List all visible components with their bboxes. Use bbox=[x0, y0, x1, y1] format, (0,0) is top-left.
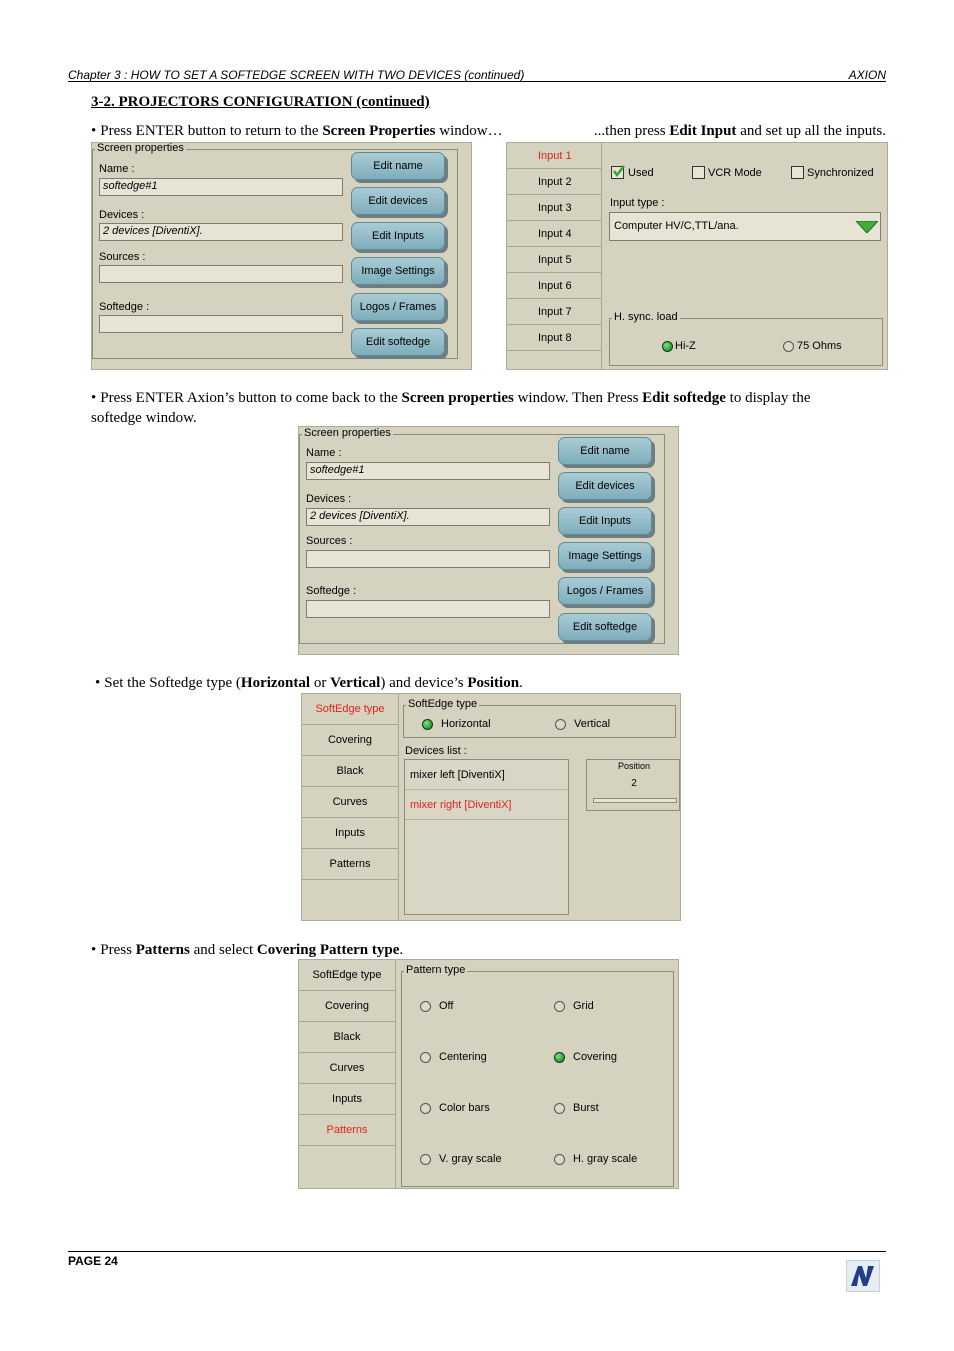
hiz-label: Hi-Z bbox=[675, 340, 696, 352]
list-item[interactable]: mixer left [DiventiX] bbox=[405, 760, 568, 790]
text: Press ENTER button to return to the bbox=[100, 123, 323, 139]
text-bold: Patterns bbox=[135, 942, 190, 958]
paragraph-3 bbox=[95, 673, 523, 693]
edit-name-button[interactable]: Edit name bbox=[351, 152, 445, 180]
synchronized-checkbox[interactable] bbox=[791, 166, 804, 179]
group-legend: Screen properties bbox=[97, 142, 184, 154]
h-gray-scale-label: H. gray scale bbox=[573, 1153, 638, 1165]
logo-icon bbox=[847, 1261, 879, 1291]
page-number: PAGE 24 bbox=[68, 1254, 118, 1268]
synchronized-label: Synchronized bbox=[807, 167, 874, 179]
tab-input-3[interactable]: Input 3 bbox=[507, 195, 601, 221]
text-bold: Covering Pattern type bbox=[256, 942, 400, 958]
text-bold: Vertical bbox=[330, 675, 381, 691]
centering-label: Centering bbox=[439, 1051, 487, 1063]
sources-label: Sources : bbox=[99, 251, 146, 263]
hiz-radio[interactable] bbox=[662, 341, 673, 352]
group-legend: H. sync. load bbox=[614, 311, 678, 323]
logos-frames-button[interactable]: Logos / Frames bbox=[558, 577, 652, 605]
tab-covering[interactable]: Covering bbox=[302, 725, 398, 756]
logos-frames-button[interactable]: Logos / Frames bbox=[351, 293, 445, 321]
name-label: Name : bbox=[99, 163, 135, 175]
check-icon bbox=[612, 165, 625, 178]
tab-input-4[interactable]: Input 4 bbox=[507, 221, 601, 247]
text: window… bbox=[435, 123, 503, 139]
list-item-selected[interactable]: mixer right [DiventiX] bbox=[405, 790, 568, 820]
tab-softedge-type[interactable]: SoftEdge type bbox=[302, 694, 398, 725]
tab-input-6[interactable]: Input 6 bbox=[507, 273, 601, 299]
paragraph-4 bbox=[91, 940, 403, 960]
color-bars-label: Color bars bbox=[439, 1102, 490, 1114]
inputs-panel bbox=[506, 142, 888, 370]
divider bbox=[398, 694, 399, 920]
input-type-label: Input type : bbox=[610, 197, 665, 209]
header-rule bbox=[68, 81, 886, 82]
edit-devices-button[interactable]: Edit devices bbox=[351, 187, 445, 215]
input-type-value: Computer HV/C,TTL/ana. bbox=[614, 220, 739, 232]
covering-radio[interactable] bbox=[554, 1052, 565, 1063]
edit-softedge-button[interactable]: Edit softedge bbox=[558, 613, 652, 641]
devices-label: Devices : bbox=[99, 209, 145, 221]
softedge-field[interactable] bbox=[99, 315, 343, 333]
devices-list-label: Devices list : bbox=[405, 745, 467, 757]
bullet: • bbox=[95, 675, 101, 691]
name-field[interactable]: softedge#1 bbox=[99, 178, 343, 196]
covering-label: Covering bbox=[573, 1051, 618, 1063]
input-type-dropdown[interactable] bbox=[609, 212, 881, 241]
paragraph-2-continued: softedge window. bbox=[91, 410, 197, 426]
position-box bbox=[586, 759, 680, 811]
tab-covering[interactable]: Covering bbox=[299, 991, 395, 1022]
tab-input-7[interactable]: Input 7 bbox=[507, 299, 601, 325]
text: to display the bbox=[725, 390, 811, 406]
vcr-mode-label: VCR Mode bbox=[708, 167, 762, 179]
bullet: • bbox=[91, 390, 97, 406]
75-ohms-radio[interactable] bbox=[783, 341, 794, 352]
company-logo bbox=[846, 1260, 880, 1292]
position-label: Position bbox=[617, 761, 651, 771]
tab-black[interactable]: Black bbox=[302, 756, 398, 787]
tab-input-8[interactable]: Input 8 bbox=[507, 325, 601, 351]
sources-label: Sources : bbox=[306, 535, 353, 547]
name-label: Name : bbox=[306, 447, 342, 459]
sources-field[interactable] bbox=[99, 265, 343, 283]
bullet: • bbox=[91, 942, 97, 958]
divider bbox=[395, 960, 396, 1188]
text-bold: Position bbox=[467, 675, 520, 691]
text-bold: Edit softedge bbox=[642, 390, 726, 406]
off-label: Off bbox=[439, 1000, 454, 1012]
v-gray-scale-radio[interactable] bbox=[420, 1154, 431, 1165]
divider bbox=[601, 143, 602, 369]
text-bold: Edit Input bbox=[669, 123, 737, 139]
devices-list[interactable] bbox=[404, 759, 569, 915]
image-settings-button[interactable]: Image Settings bbox=[558, 542, 652, 570]
text: or bbox=[310, 675, 331, 691]
devices-label: Devices : bbox=[306, 493, 352, 505]
group-legend: SoftEdge type bbox=[408, 698, 478, 710]
horizontal-radio[interactable] bbox=[422, 719, 433, 730]
horizontal-label: Horizontal bbox=[441, 718, 491, 730]
tab-softedge-type[interactable]: SoftEdge type bbox=[299, 960, 395, 991]
v-gray-scale-label: V. gray scale bbox=[439, 1153, 502, 1165]
75-ohms-label: 75 Ohms bbox=[797, 340, 842, 352]
tab-input-2[interactable]: Input 2 bbox=[507, 169, 601, 195]
footer-rule bbox=[68, 1251, 886, 1252]
section-title: 3-2. PROJECTORS CONFIGURATION (continued) bbox=[91, 94, 430, 110]
devices-field[interactable]: 2 devices [DiventiX]. bbox=[99, 223, 343, 241]
text: Press ENTER Axion’s button to come back to the bbox=[100, 390, 402, 406]
softedge-label: Softedge : bbox=[99, 301, 150, 313]
devices-field[interactable]: 2 devices [DiventiX]. bbox=[306, 508, 550, 526]
edit-softedge-button[interactable]: Edit softedge bbox=[351, 328, 445, 356]
text: and select bbox=[189, 942, 257, 958]
paragraph-1-right bbox=[594, 121, 886, 141]
chapter-header: Chapter 3 : HOW TO SET A SOFTEDGE SCREEN WITH TWO DEVICES (continued) bbox=[68, 68, 525, 82]
edit-devices-button[interactable]: Edit devices bbox=[558, 472, 652, 500]
group-legend: Screen properties bbox=[304, 427, 391, 439]
text: ) and device’s bbox=[380, 675, 468, 691]
chevron-down-icon bbox=[856, 221, 878, 233]
tab-curves[interactable]: Curves bbox=[302, 787, 398, 818]
sources-field[interactable] bbox=[306, 550, 550, 568]
used-label: Used bbox=[628, 167, 654, 179]
position-value: 2 bbox=[631, 778, 637, 789]
brand-header: AXION bbox=[848, 68, 886, 82]
tab-inputs[interactable]: Inputs bbox=[299, 1084, 395, 1115]
color-bars-radio[interactable] bbox=[420, 1103, 431, 1114]
softedge-panel bbox=[301, 693, 681, 921]
text: Set the Softedge type ( bbox=[104, 675, 241, 691]
tab-patterns[interactable]: Patterns bbox=[302, 849, 398, 880]
grid-label: Grid bbox=[573, 1000, 594, 1012]
off-radio[interactable] bbox=[420, 1001, 431, 1012]
centering-radio[interactable] bbox=[420, 1052, 431, 1063]
burst-label: Burst bbox=[573, 1102, 599, 1114]
pattern-panel bbox=[298, 959, 679, 1189]
image-settings-button[interactable]: Image Settings bbox=[351, 257, 445, 285]
used-checkbox[interactable] bbox=[611, 166, 624, 179]
tab-inputs[interactable]: Inputs bbox=[302, 818, 398, 849]
text: and set up all the inputs. bbox=[736, 123, 886, 139]
text-bold: Screen properties bbox=[401, 390, 514, 406]
edit-name-button[interactable]: Edit name bbox=[558, 437, 652, 465]
text: . bbox=[399, 942, 404, 958]
text-bold: Screen Properties bbox=[322, 123, 436, 139]
bullet: • bbox=[91, 123, 97, 139]
vertical-radio[interactable] bbox=[555, 719, 566, 730]
paragraph-1-left bbox=[91, 121, 503, 141]
name-field[interactable]: softedge#1 bbox=[306, 462, 550, 480]
text: window. Then Press bbox=[513, 390, 643, 406]
edit-inputs-button[interactable]: Edit Inputs bbox=[351, 222, 445, 250]
vcr-mode-checkbox[interactable] bbox=[692, 166, 705, 179]
grid-radio[interactable] bbox=[554, 1001, 565, 1012]
position-slider[interactable] bbox=[593, 798, 677, 803]
vertical-label: Vertical bbox=[574, 718, 611, 730]
tab-curves[interactable]: Curves bbox=[299, 1053, 395, 1084]
screen-properties-panel-2 bbox=[298, 426, 679, 655]
softedge-field[interactable] bbox=[306, 600, 550, 618]
text: ...then press bbox=[593, 123, 670, 139]
softedge-label: Softedge : bbox=[306, 585, 357, 597]
text: . bbox=[519, 675, 523, 691]
paragraph-2 bbox=[91, 388, 886, 408]
tab-input-5[interactable]: Input 5 bbox=[507, 247, 601, 273]
tab-input-1[interactable]: Input 1 bbox=[507, 143, 601, 169]
group-legend: Pattern type bbox=[406, 964, 466, 976]
text-bold: Horizontal bbox=[240, 675, 311, 691]
screen-properties-panel-1 bbox=[91, 142, 472, 370]
burst-radio[interactable] bbox=[554, 1103, 565, 1114]
edit-inputs-button[interactable]: Edit Inputs bbox=[558, 507, 652, 535]
h-gray-scale-radio[interactable] bbox=[554, 1154, 565, 1165]
tab-black[interactable]: Black bbox=[299, 1022, 395, 1053]
text: Press bbox=[100, 942, 136, 958]
tab-patterns[interactable]: Patterns bbox=[299, 1115, 395, 1146]
